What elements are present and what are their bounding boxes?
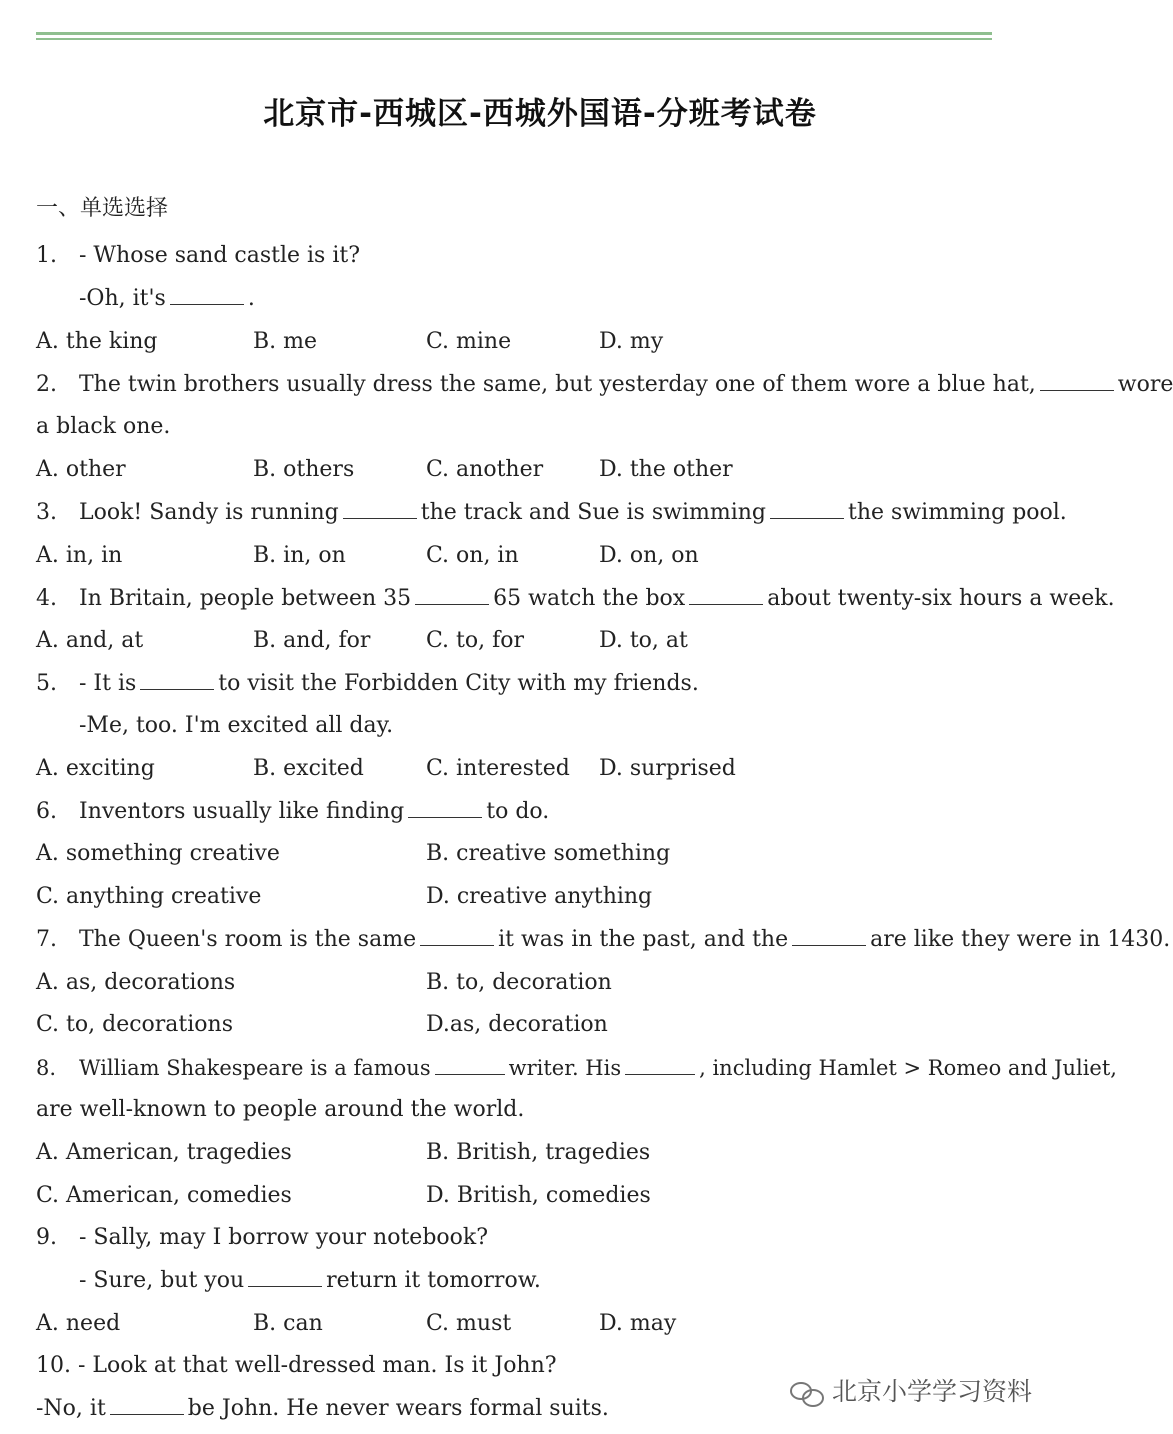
- section-heading: 一、单选选择: [36, 196, 169, 221]
- q5-option-b: B. excited: [253, 756, 364, 781]
- answer-blank: [110, 1396, 184, 1415]
- wechat-icon: [790, 1380, 824, 1406]
- question-1-answer-line: -Oh, it's .: [79, 286, 255, 311]
- q7-option-a: A. as, decorations: [36, 970, 236, 995]
- q2-option-c: C. another: [426, 457, 544, 482]
- answer-blank: [140, 671, 214, 690]
- q7-option-d: D.as, decoration: [426, 1012, 608, 1037]
- q3-option-a: A. in, in: [36, 543, 123, 568]
- q2-option-a: A. other: [36, 457, 126, 482]
- q9-option-a: A. need: [36, 1311, 121, 1336]
- q6-option-b: B. creative something: [426, 841, 671, 866]
- question-1: 1. - Whose sand castle is it?: [36, 243, 361, 268]
- q1-option-d: D. my: [599, 329, 664, 354]
- question-9-reply: - Sure, but you return it tomorrow.: [79, 1268, 541, 1293]
- question-5: 5. - It is to visit the Forbidden City with my friends.: [36, 671, 699, 696]
- answer-blank: [625, 1056, 695, 1075]
- q1-option-a: A. the king: [36, 329, 158, 354]
- question-8-cont: are well-known to people around the world.: [36, 1097, 525, 1122]
- q7-option-c: C. to, decorations: [36, 1012, 233, 1037]
- q7-option-b: B. to, decoration: [426, 970, 612, 995]
- answer-blank: [170, 286, 244, 305]
- answer-blank: [420, 927, 494, 946]
- q5-option-a: A. exciting: [36, 756, 155, 781]
- answer-blank: [435, 1056, 505, 1075]
- q3-option-d: D. on, on: [599, 543, 699, 568]
- q1-option-b: B. me: [253, 329, 318, 354]
- q3-option-b: B. in, on: [253, 543, 346, 568]
- question-10-reply: -No, it be John. He never wears formal suits.: [36, 1396, 609, 1421]
- answer-blank: [415, 586, 489, 605]
- q5-option-d: D. surprised: [599, 756, 736, 781]
- q2-option-d: D. the other: [599, 457, 733, 482]
- q9-option-b: B. can: [253, 1311, 323, 1336]
- q4-option-a: A. and, at: [36, 628, 144, 653]
- q2-option-b: B. others: [253, 457, 355, 482]
- q8-option-c: C. American, comedies: [36, 1183, 292, 1208]
- answer-blank: [792, 927, 866, 946]
- q6-option-d: D. creative anything: [426, 884, 653, 909]
- q8-option-a: A. American, tragedies: [36, 1140, 292, 1165]
- answer-blank: [408, 799, 482, 818]
- q3-option-c: C. on, in: [426, 543, 519, 568]
- q6-option-c: C. anything creative: [36, 884, 262, 909]
- question-2-cont: a black one.: [36, 414, 171, 439]
- q4-option-d: D. to, at: [599, 628, 688, 653]
- q8-option-b: B. British, tragedies: [426, 1140, 651, 1165]
- q6-option-a: A. something creative: [36, 841, 280, 866]
- watermark: 北京小学学习资料: [790, 1372, 1032, 1408]
- question-3: 3. Look! Sandy is running the track and Sue is swimming the swimming pool.: [36, 500, 1067, 525]
- question-10: 10. - Look at that well-dressed man. Is it John?: [36, 1353, 557, 1378]
- answer-blank: [1040, 372, 1114, 391]
- question-4: 4. In Britain, people between 35 65 watch the box about twenty-six hours a week.: [36, 586, 1115, 611]
- answer-blank: [689, 586, 763, 605]
- q1-option-c: C. mine: [426, 329, 512, 354]
- q8-option-d: D. British, comedies: [426, 1183, 651, 1208]
- header-rule: [36, 32, 992, 42]
- question-2: 2. The twin brothers usually dress the same, but yesterday one of them wore a blue hat, wore: [36, 372, 1173, 397]
- question-8: 8. William Shakespeare is a famous writer. His , including Hamlet > Romeo and Juliet,: [36, 1056, 1117, 1080]
- question-9: 9. - Sally, may I borrow your notebook?: [36, 1225, 489, 1250]
- answer-blank: [248, 1268, 322, 1287]
- q9-option-c: C. must: [426, 1311, 512, 1336]
- question-6: 6. Inventors usually like finding to do.: [36, 799, 550, 824]
- question-7: 7. The Queen's room is the same it was in the past, and the are like they were in 1430.: [36, 927, 1171, 952]
- question-5-reply: -Me, too. I'm excited all day.: [79, 713, 394, 738]
- answer-blank: [343, 500, 417, 519]
- q4-option-c: C. to, for: [426, 628, 525, 653]
- q5-option-c: C. interested: [426, 756, 570, 781]
- page-title: 北京市-西城区-西城外国语-分班考试卷: [263, 96, 817, 132]
- answer-blank: [770, 500, 844, 519]
- q9-option-d: D. may: [599, 1311, 677, 1336]
- q4-option-b: B. and, for: [253, 628, 371, 653]
